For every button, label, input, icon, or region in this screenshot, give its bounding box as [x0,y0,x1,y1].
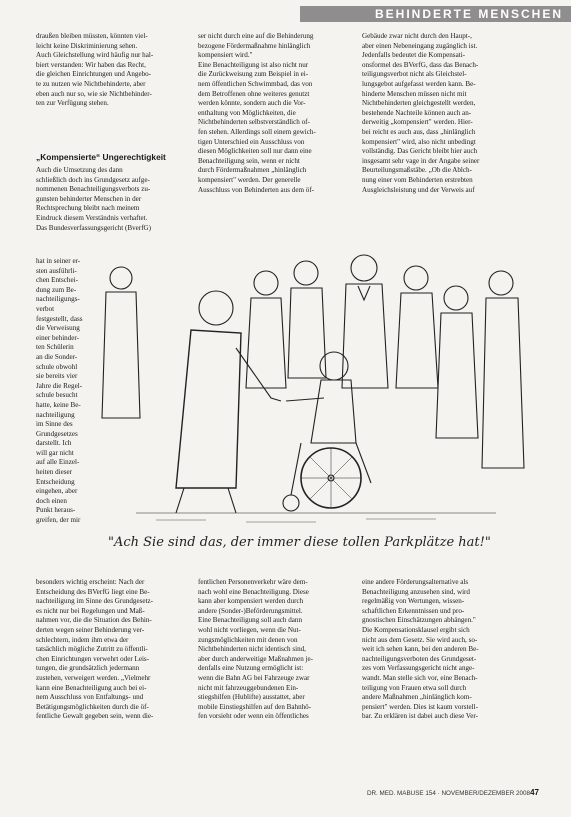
page-number: 47 [530,788,539,797]
paragraph: besonders wichtig erscheint: Nach der Entscheidung des BVerfG liegt eine Be- nachteiligung im Sinne des Grundgesetz- es nicht nur bei Regelungen und Maß- nahmen vor, die die Situation des Behin- derten wegen seiner Behinderung ver- schlechtern, indem ihm etwa der tatsächlich mögliche Zutritt zu öffentli- chen Einrichtungen verwehrt oder Leis- tungen, die grundsätzlich jedermann zustehen, verweigert werden. „Vielmehr kann eine Benachteiligung auch bei ei- nem Ausschluss von Entfaltungs- und Betätigungsmöglichkeiten durch die öf- fentliche Gewalt gegeben sein, wenn die- [36,578,154,721]
column-3-top [362,32,522,195]
section-title: BEHINDERTE MENSCHEN [374,7,563,21]
cartoon-caption: "Ach Sie sind das, der immer diese tollen Parkplätze hat!" [108,535,491,550]
paragraph: Gebäude zwar nicht durch den Haupt-, aber einen Nebeneingang zugänglich ist. Jedenfalls bedeutet die Kompensati- onsformel des BVerfG, dass das Benach- teiligungsverbot nicht als Gleichstel- lungsgebot aufgefasst werden kann. Be- hinderte Menschen müssen nicht mit Nichtbehinderten gleichgestellt werden, bestehende Nachteile können auch an- derweitig „kompensiert" werden. Hier- bei reicht es auch aus, dass „hinlänglich kompensiert" wird, also nicht unbedingt vollständig. Das Gericht bleibt hier auch insgesamt sehr vage in der Angabe seiner Beurteilungsmaßstäbe. „Ob die Ablch- nung einer vom Behinderten erstrebten Ausgleichsleistung und der Verweis auf [362,32,480,194]
subheading: „Kompensierte“ Ungerechtigkeit [36,152,166,162]
column-2-bottom [198,578,356,722]
column-1-bottom [36,578,192,722]
cartoon-illustration [96,238,534,528]
paragraph: Auch die Umsetzung des dann schließlich doch ins Grundgesetz aufge- nommenen Benachteiligungsverbots zu- gunsten behinderter Menschen in der Rechtsprechung bleibt nach meinem Eindruck diesem Verständnis verhaftet. Das Bundesverfassungsgericht (BverfG) [36,166,152,232]
narrow-column [36,257,94,526]
paragraph: hat in seiner er- sten ausführli- chen Entschei- dung zum Be- nachteiligungs- verbot festgestellt, dass die Verweisung einer behinder- ten Schülerin an die Sonder- schule obwohl sie bereits vier Jahre die Regel- schule besucht hatte, keine Be- nachteiligung im Sinne des Grundgesetzes darstellt. Ich will gar nicht auf alle Einzel- heiten dieser Entscheidung eingehen, aber doch einen Punkt heraus- greifen, der mir [36,257,83,525]
section-header [300,6,571,22]
paragraph: draußen bleiben müssten, könnten viel- leicht keine Diskriminierung sehen. Auch Gleichstellung wird häufig nur hal- biert verstanden: Wir haben das Recht, die gleichen Einrichtungen und Angebo- te zu nutzen wie Nichtbehinderte, aber eben auch nur so, wie sie Nichtbehinder- ten zur Verfügung stehen. [36,32,154,108]
column-2-top [198,32,356,195]
paragraph: eine andere Förderungsalternative als Benachteiligung anzusehen sind, wird regelmäßig von Wertungen, wissen- schaftlichen Erkenntnissen und pro- gnostischen Einschätzungen abhängen." Die Kompensationsklausel ergibt sich nicht aus dem Gesetz. Sie wird auch, so- weit ich sehen kann, bei den anderen Be- nachteiligungsverboten des Grundgeset- zes vom Verfassungsgericht nicht ange- wandt. Man stelle sich vor, eine Benach- teiligung von Frauen etwa soll durch andere Maßnahmen „hinlänglich kom- pensiert" werden. Dies ist kaum vorstell- bar. Zu erklären ist dabei auch diese Ver- [362,578,479,721]
paragraph: fentlichen Personenverkehr wäre dem- nach wohl eine Benachteiligung. Diese kann aber kompensiert werden durch andere (Sonder-)Beförderungsmittel. Eine Benachteiligung soll auch dann wohl nicht vorliegen, wenn die Nut- zungsmöglichkeiten mit denen von Nichtbehinderten nicht identisch sind, aber durch anderweitige Maßnahmen je- denfalls eine Nutzung ermöglicht ist: wenn die Bahn AG bei Fahrzeuge zwar nicht mit fahrzeuggebundenen Ein- stiegshilfen (Hublifte) ausstattet, aber mobile Einstiegshilfen auf den Bahnhö- fen vorsieht oder wenn ein öffentliches [198,578,314,721]
footer-publication: DR. MED. MABUSE 154 · NOVEMBER/DEZEMBER 2008 [366,790,530,797]
column-1-mid [36,166,192,233]
column-1-top [36,32,192,109]
paragraph: ser nicht durch eine auf die Behinderung bezogene Fördermaßnahme hinlänglich kompensiert wird." Eine Benachteiligung ist also nicht nur die Zurückweisung zum Beispiel in ei- nem öffentlichen Schwimmbad, das von dem Betroffenen ohne weiteres genutzt werden könnte, sondern auch die Vor- enthaltung von Möglichkeiten, die Nichtbehinderten selbstverständlich of- fen stehen. Allerdings soll einem gewich- tigen Unterschied ein Ausschluss von diesen Möglichkeiten soll nur dann eine Benachteiligung sein, wenn er nicht durch Fördermaßnahmen „hinlänglich kompensiert" werden. Der generelle Ausschluss von Behinderten aus dem öf- [198,32,316,194]
column-3-bottom [362,578,522,722]
